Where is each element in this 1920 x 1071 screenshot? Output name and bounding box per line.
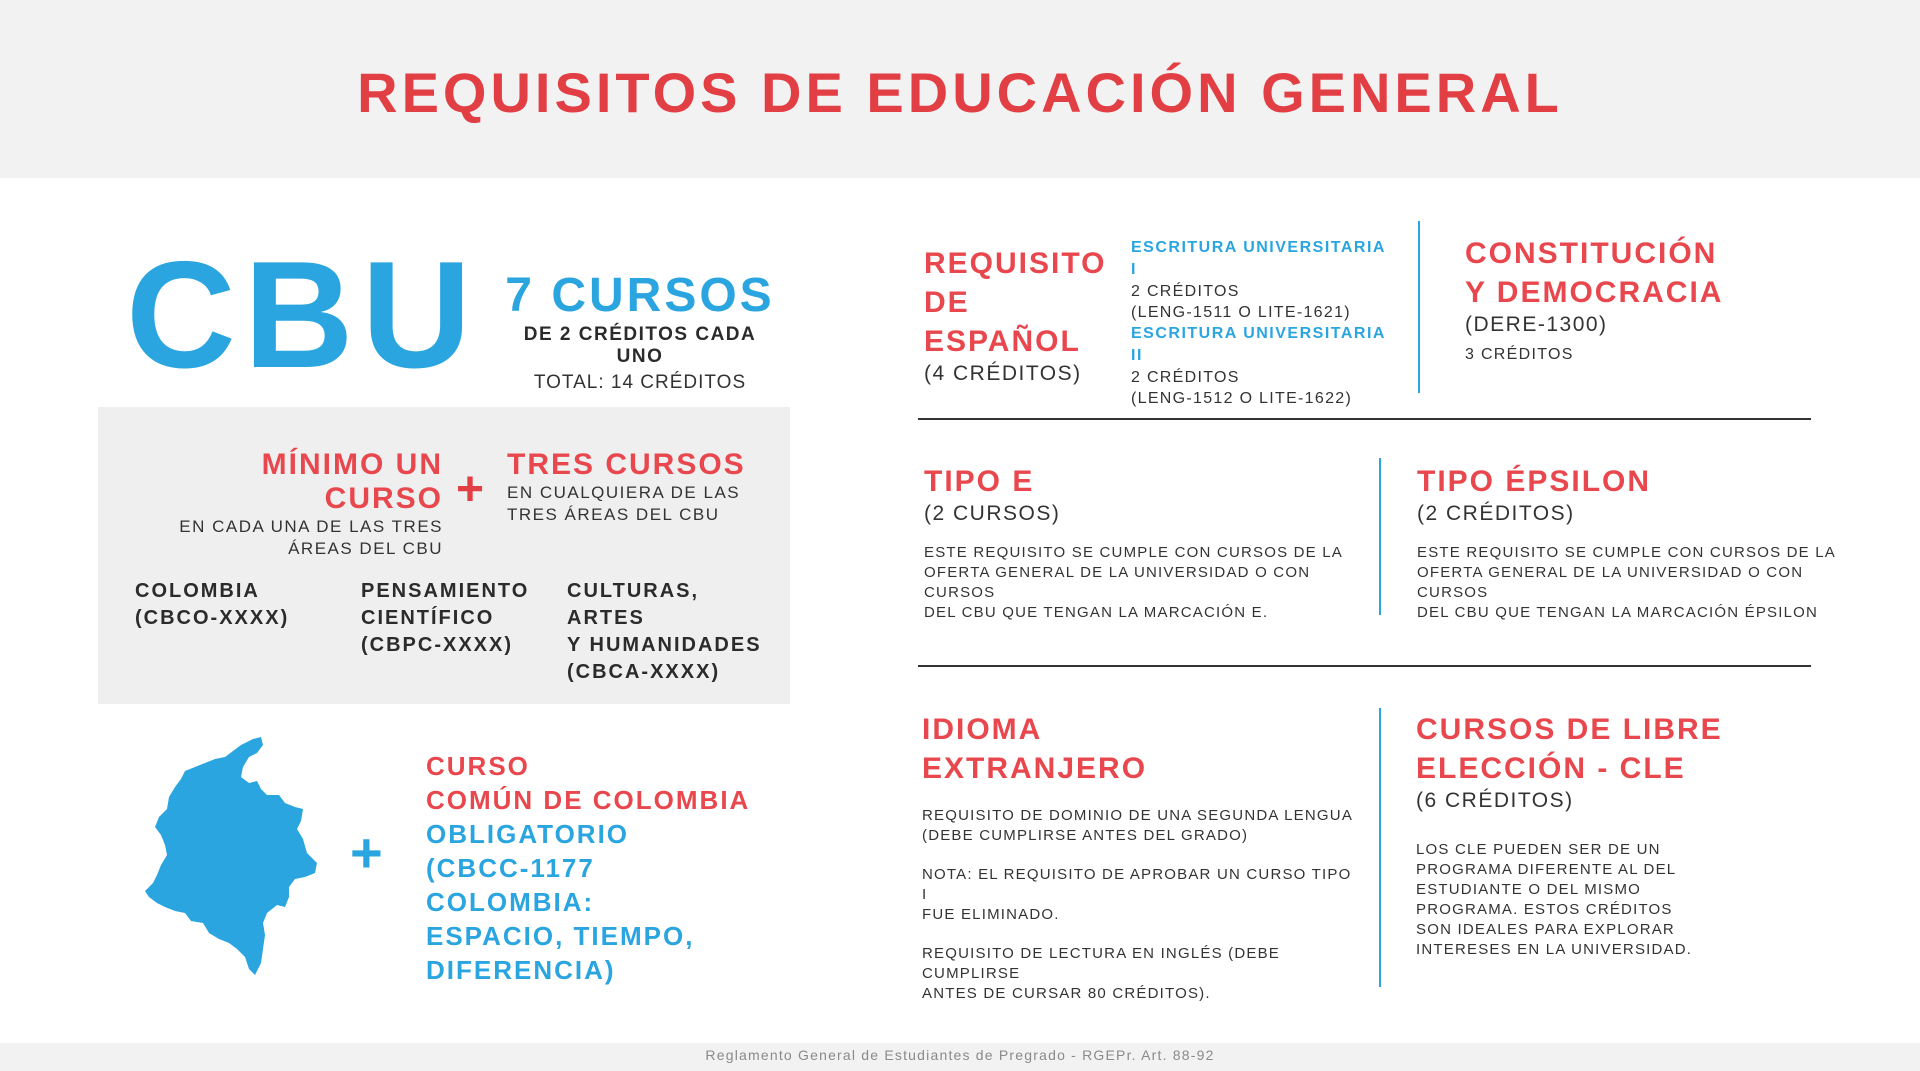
const-title-2: Y DEMOCRACIA [1465, 276, 1724, 309]
espanol-credits: (4 CRÉDITOS) [924, 362, 1082, 385]
esc2-codes: (LENG-1512 O LITE-1622) [1131, 390, 1353, 407]
const-title-1: CONSTITUCIÓN [1465, 237, 1718, 270]
idioma-p3a: REQUISITO DE LECTURA EN INGLÉS (DEBE CUMPLIRSE [922, 945, 1280, 982]
idioma-p2a: NOTA: EL REQUISITO DE APROBAR UN CURSO TIPO I [922, 866, 1352, 903]
plus-icon: + [456, 463, 485, 516]
cursos-libre-eleccion [1416, 710, 1836, 960]
area-code: (CBCO-XXXX) [135, 607, 290, 629]
tipo-eps-body-1: ESTE REQUISITO SE CUMPLE CON CURSOS DE LA [1417, 544, 1836, 561]
esc1-credits: 2 CRÉDITOS [1131, 283, 1240, 300]
idioma-p3b: ANTES DE CURSAR 80 CRÉDITOS). [922, 985, 1211, 1002]
minimo-un-curso [150, 448, 443, 560]
area-code: (CBPC-XXXX) [361, 634, 514, 656]
idioma-extranjero [922, 710, 1362, 1004]
tipo-eps-body-3: DEL CBU QUE TENGAN LA MARCACIÓN ÉPSILON [1417, 604, 1819, 621]
tipo-eps-sub: (2 CRÉDITOS) [1417, 502, 1575, 525]
esc2-title: ESCRITURA UNIVERSITARIA II [1131, 325, 1386, 364]
const-credits: 3 CRÉDITOS [1465, 346, 1574, 363]
area-name-cont: Y HUMANIDADES [567, 634, 762, 656]
tipo-e-sub: (2 CURSOS) [924, 502, 1061, 525]
cle-body-line: ESTUDIANTE O DEL MISMO [1416, 881, 1642, 898]
comun-line-6: DIFERENCIA) [426, 955, 616, 985]
cle-body-line: LOS CLE PUEDEN SER DE UN [1416, 841, 1661, 858]
cle-body-line: PROGRAMA. ESTOS CRÉDITOS [1416, 901, 1673, 918]
divider [1379, 708, 1381, 987]
constitucion-democracia [1465, 234, 1765, 365]
esc2-credits: 2 CRÉDITOS [1131, 369, 1240, 386]
minimo-title: MÍNIMO UN CURSO [261, 448, 443, 515]
cursos-subtitle: DE 2 CRÉDITOS CADA UNO [523, 324, 757, 367]
const-code: (DERE-1300) [1465, 313, 1608, 336]
idioma-p1b: (DEBE CUMPLIRSE ANTES DEL GRADO) [922, 827, 1249, 844]
tres-text-2: TRES ÁREAS DEL CBU [507, 505, 720, 524]
area-name-cont: CIENTÍFICO [361, 607, 495, 629]
idioma-p2b: FUE ELIMINADO. [922, 906, 1060, 923]
cle-title-2: ELECCIÓN - CLE [1416, 752, 1686, 785]
tres-text-1: EN CUALQUIERA DE LAS [507, 483, 741, 502]
tipo-e-title: TIPO E [924, 465, 1035, 498]
espanol-title-2: DE ESPAÑOL [924, 286, 1081, 358]
divider [918, 665, 1811, 667]
cbu-label: CBU [126, 230, 480, 400]
tipo-e [924, 462, 1344, 623]
page-title: REQUISITOS DE EDUCACIÓN GENERAL [357, 61, 1563, 124]
tipo-e-body-2: OFERTA GENERAL DE LA UNIVERSIDAD O CON CURSOS [924, 564, 1311, 601]
tipo-e-body-3: DEL CBU QUE TENGAN LA MARCACIÓN E. [924, 604, 1269, 621]
area-culturas-artes [567, 578, 777, 686]
divider [1379, 458, 1381, 615]
cursos-total: TOTAL: 14 CRÉDITOS [533, 372, 747, 393]
area-name: COLOMBIA [135, 580, 260, 602]
plus-icon: + [350, 821, 383, 884]
idioma-p1a: REQUISITO DE DOMINIO DE UNA SEGUNDA LENGUA [922, 807, 1354, 824]
idioma-title-2: EXTRANJERO [922, 752, 1148, 785]
escritura-universitaria-2 [1131, 323, 1391, 409]
area-code: (CBCA-XXXX) [567, 661, 721, 683]
curso-comun-colombia [426, 749, 766, 987]
cle-body-line: INTERESES EN LA UNIVERSIDAD. [1416, 941, 1693, 958]
comun-line-1: CURSO [426, 751, 530, 781]
divider [918, 418, 1811, 420]
tipo-eps-body-2: OFERTA GENERAL DE LA UNIVERSIDAD O CON CURSOS [1417, 564, 1804, 601]
tres-cursos [507, 448, 787, 526]
comun-line-3: OBLIGATORIO [426, 819, 630, 849]
cle-body-line: SON IDEALES PARA EXPLORAR [1416, 921, 1675, 938]
comun-line-5: ESPACIO, TIEMPO, [426, 921, 695, 951]
escritura-universitaria-1 [1131, 237, 1391, 323]
esc1-codes: (LENG-1511 O LITE-1621) [1131, 304, 1351, 321]
cle-sub: (6 CRÉDITOS) [1416, 789, 1574, 812]
espanol-title-1: REQUISITO [924, 247, 1107, 280]
divider [1418, 221, 1420, 393]
cle-body-line: PROGRAMA DIFERENTE AL DEL [1416, 861, 1677, 878]
cle-title-1: CURSOS DE LIBRE [1416, 713, 1723, 746]
colombia-map-icon [145, 737, 325, 977]
minimo-text-2: ÁREAS DEL CBU [288, 539, 443, 558]
comun-line-4: (CBCC-1177 COLOMBIA: [426, 853, 595, 917]
tres-title: TRES CURSOS [507, 448, 746, 481]
area-pensamiento-cientifico [361, 578, 561, 659]
cursos-summary [500, 270, 780, 394]
area-name: CULTURAS, ARTES [567, 580, 700, 629]
comun-line-2: COMÚN DE COLOMBIA [426, 785, 751, 815]
requisito-espanol [924, 244, 1124, 387]
esc1-title: ESCRITURA UNIVERSITARIA I [1131, 239, 1386, 278]
tipo-eps-title: TIPO ÉPSILON [1417, 465, 1652, 498]
minimo-text-1: EN CADA UNA DE LAS TRES [179, 517, 443, 536]
footer-citation: Reglamento General de Estudiantes de Pregrado - RGEPr. Art. 88-92 [705, 1047, 1215, 1063]
tipo-e-body-1: ESTE REQUISITO SE CUMPLE CON CURSOS DE LA [924, 544, 1343, 561]
area-colombia [135, 578, 335, 632]
idioma-title-1: IDIOMA [922, 713, 1043, 746]
cursos-title: 7 CURSOS [505, 269, 775, 322]
area-name: PENSAMIENTO [361, 580, 530, 602]
tipo-epsilon [1417, 462, 1837, 623]
